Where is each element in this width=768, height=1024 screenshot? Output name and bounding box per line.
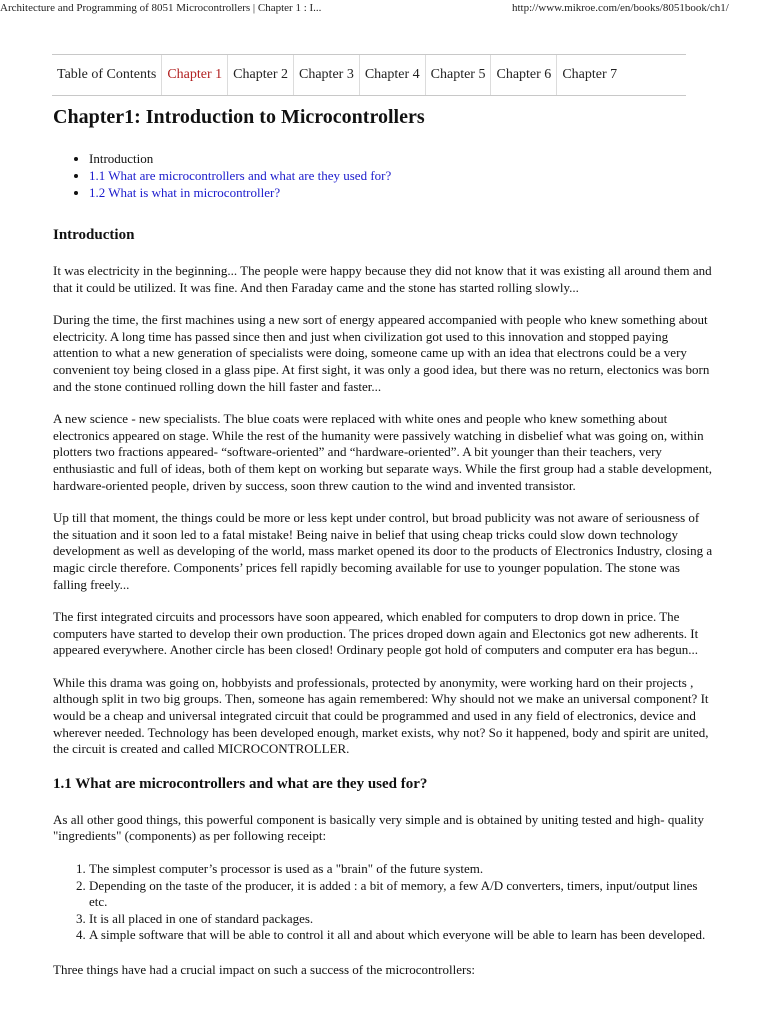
list-item: 4. A simple software that will be able to control it all and about which everyone will be able to learn has been developed. <box>89 927 715 944</box>
nav-chapter-1[interactable]: Chapter 1 <box>162 55 228 95</box>
intro-paragraph-5: The first integrated circuits and processors have soon appeared, which enabled for computers to drop down in price. The computers have started to develop their own production. The prices droped down again and Electonics got new adherents. It appeared everywhere. Another circle has been closed! Ordinary people got hold of computers and computer era has begun... <box>53 609 699 658</box>
toc-item-1-1 <box>89 167 715 184</box>
chapter-nav <box>52 54 686 96</box>
nav-chapter-5[interactable]: Chapter 5 <box>426 55 492 95</box>
toc-link-1-1[interactable]: 1.1 What are microcontrollers and what are they used for? <box>89 168 392 183</box>
section-heading-introduction: Introduction <box>53 227 135 243</box>
list-item: 3. It is all placed in one of standard packages. <box>89 911 715 928</box>
intro-paragraph-3: A new science - new specialists. The blue coats were replaced with white ones and people who knew something about electronics appeared on stage. While the rest of the humanity were passively watching in disbelief what was going on, within plotters two fractions appeared- “software-oriented” and “hardware-oriented”. A bit younger than their teachers, very enthusiastic and full of ideas, both of them kept on working but separate ways. While the first group had a stable development, hardware-oriented people, driven by success, soon threw caution to the wind and invented transistor. <box>53 411 712 493</box>
list-item: 2. Depending on the taste of the producer, it is added : a bit of memory, a few A/D converters, timers, input/output lines etc. <box>89 878 715 911</box>
nav-table-of-contents[interactable]: Table of Contents <box>52 55 162 95</box>
article-content <box>53 104 715 995</box>
list-item: 1. The simplest computer’s processor is used as a "brain" of the future system. <box>89 861 715 878</box>
toc-item-1-2 <box>89 184 715 201</box>
nav-chapter-7[interactable]: Chapter 7 <box>562 67 618 82</box>
intro-paragraph-4: Up till that moment, the things could be more or less kept under control, but broad publicity was not aware of seriousness of the situation and it soon led to a fatal mistake! Being naive in belief that using cheap tricks could slow down technology development as well as developing of the world, mass market opened its door to the products of Electronics Industry, closing a magic circle therefore. Components’ prices fell rapidly becoming available for use to younger population. The stone was falling freely... <box>53 510 713 592</box>
intro-paragraph-2: During the time, the first machines using a new sort of energy appeared accompanied with people who knew something about electricity. A long time has passed since then and just when civilization got used to this innovation and stopped paying attention to what a new generation of specialists were doing, someone came up with an idea that electrons could be a very convenient toy being closed in a glass pipe. At first sight, it was only a good idea, but there was no return, electonics was born and the stone continued rolling down the hill faster and faster... <box>53 312 710 394</box>
nav-chapter-4[interactable]: Chapter 4 <box>360 55 426 95</box>
ingredients-list <box>53 861 715 944</box>
toc-item-introduction <box>89 150 715 167</box>
nav-chapter-6[interactable]: Chapter 6 <box>491 55 557 95</box>
nav-chapter-3[interactable]: Chapter 3 <box>294 55 360 95</box>
print-page-url: http://www.mikroe.com/en/books/8051book/ch1/ <box>512 2 729 14</box>
section-1-1-outro: Three things have had a crucial impact on such a success of the microcontrollers: <box>53 962 475 977</box>
nav-chapter-2[interactable]: Chapter 2 <box>228 55 294 95</box>
print-header <box>0 0 768 16</box>
chapter-toc <box>53 150 715 201</box>
print-page-title: Architecture and Programming of 8051 Microcontrollers | Chapter 1 : I... <box>0 2 322 14</box>
intro-paragraph-6: While this drama was going on, hobbyists and professionals, protected by anonymity, were working hard on their projects , although split in two big groups. Then, someone has again remembered: Why should not we make an universal component? It would be a cheap and universal integrated circuit that could be programmed and used in any field of electronics, device and wherever needed. Technology has been developed enough, market exists, why not? So it happened, body and spirit are united, the circuit is created and called MICROCONTROLLER. <box>53 674 709 757</box>
toc-introduction-label: Introduction <box>89 151 154 166</box>
toc-link-1-2[interactable]: 1.2 What is what in microcontroller? <box>89 185 281 200</box>
section-1-1-intro: As all other good things, this powerful component is basically very simple and is obtained by uniting tested and high- quality "ingredients" (components) as per following receipt: <box>53 811 704 844</box>
section-heading-1-1: 1.1 What are microcontrollers and what are they used for? <box>53 775 428 792</box>
page-title: Chapter1: Introduction to Microcontrollers <box>53 106 425 128</box>
intro-paragraph-1: It was electricity in the beginning... The people were happy because they did not know that it was existing all around them and that it could be utilized. It was fine. And then Faraday came and the stone has started rolling slowly... <box>53 263 712 295</box>
